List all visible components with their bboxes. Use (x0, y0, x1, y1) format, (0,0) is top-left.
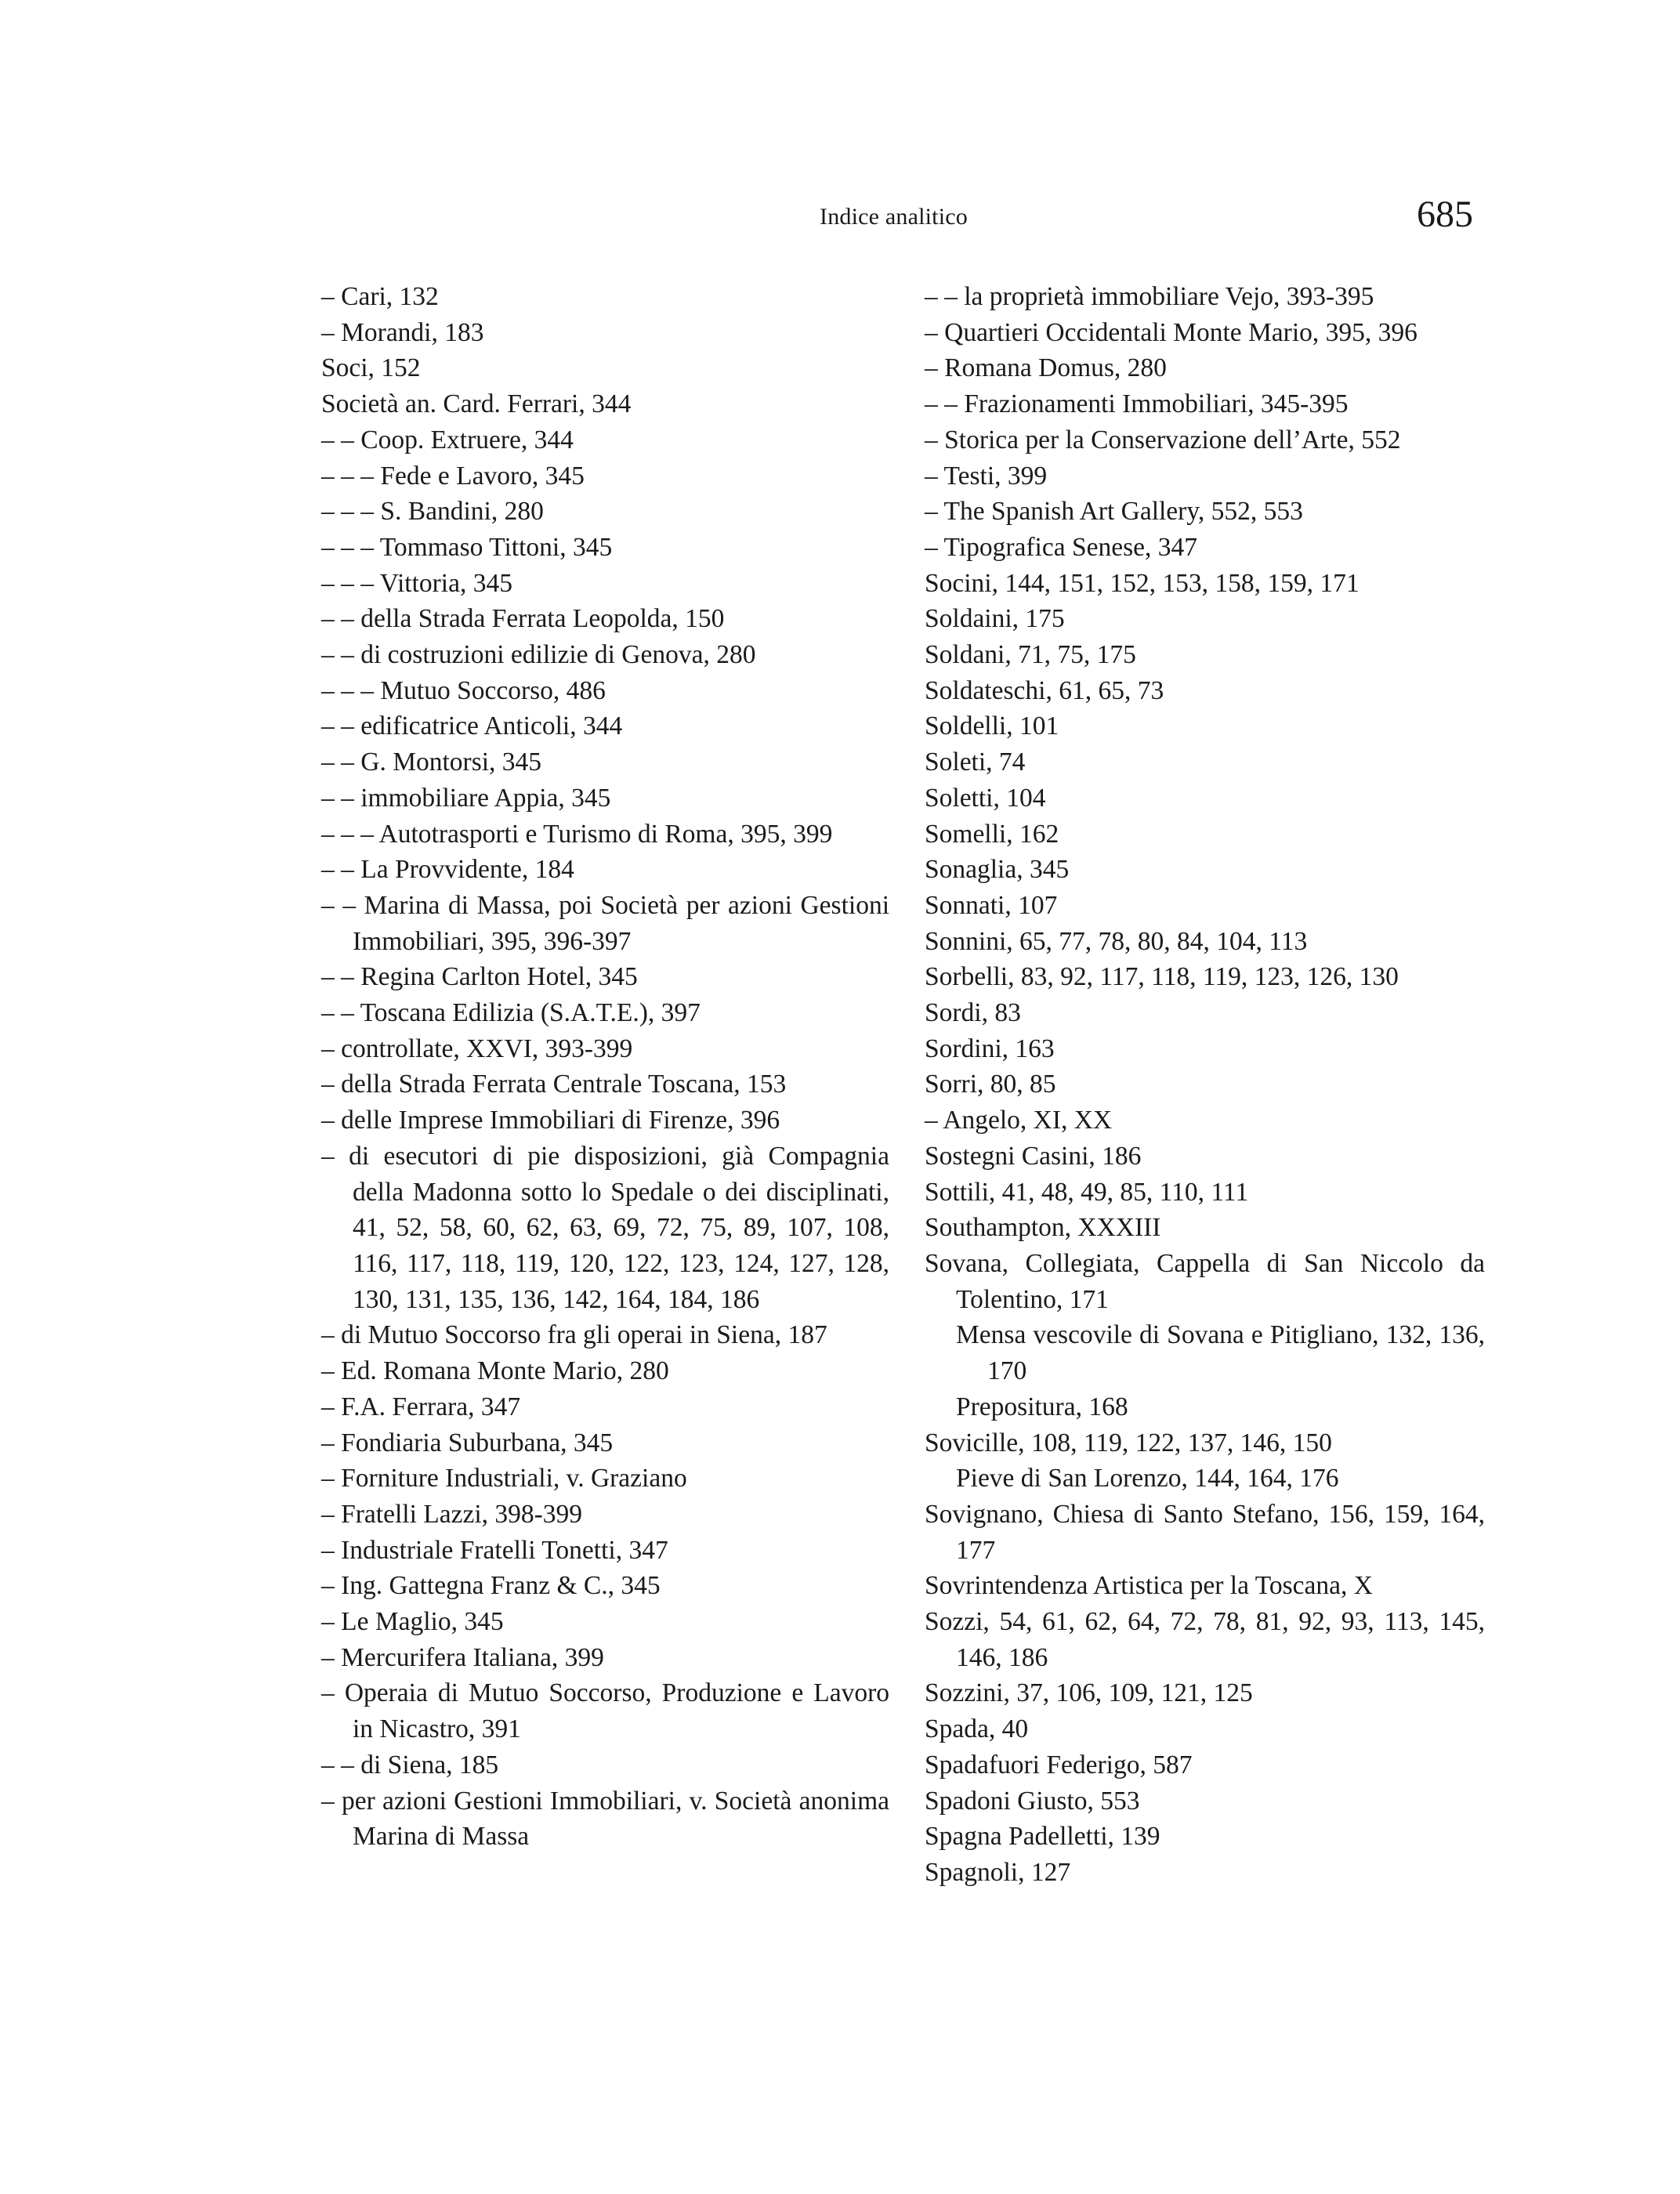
index-entry: – – Marina di Massa, poi Società per azioni Gestioni Immobiliari, 395, 396-397 (321, 890, 889, 956)
index-entry: – – la proprietà immobiliare Vejo, 393-395 (925, 282, 1374, 311)
index-entry: – della Strada Ferrata Centrale Toscana, 153 (321, 1070, 787, 1099)
index-entry: – Storica per la Conservazione dell’Arte, 552 (925, 425, 1401, 454)
index-column-right (925, 279, 1485, 1891)
index-entry: Soldaini, 175 (925, 604, 1065, 634)
index-entry: – The Spanish Art Gallery, 552, 553 (925, 497, 1303, 527)
index-entry: Sovicille, 108, 119, 122, 137, 146, 150 (925, 1428, 1332, 1457)
index-entry: – – – Autotrasporti e Turismo di Roma, 395, 399 (321, 819, 833, 849)
index-entry: – F.A. Ferrara, 347 (321, 1392, 521, 1421)
index-entry: – – – S. Bandini, 280 (321, 497, 544, 527)
index-entry: Southampton, XXXIII (925, 1213, 1161, 1243)
index-entry: Spadafuori Federigo, 587 (925, 1750, 1193, 1779)
index-entry: – Romana Domus, 280 (925, 353, 1167, 383)
index-entry: – Quartieri Occidentali Monte Mario, 395, 396 (925, 317, 1418, 347)
index-column-left (321, 279, 889, 1855)
index-entry: – Testi, 399 (925, 461, 1048, 491)
index-entry: Sozzini, 37, 106, 109, 121, 125 (925, 1678, 1253, 1708)
index-entry: – Le Maglio, 345 (321, 1607, 504, 1637)
index-entry: – Cari, 132 (321, 282, 439, 311)
index-entry: Prepositura, 168 (956, 1392, 1128, 1421)
running-title: Indice analitico (820, 204, 968, 230)
index-entry: – – della Strada Ferrata Leopolda, 150 (321, 604, 725, 634)
index-entry: Sozzi, 54, 61, 62, 64, 72, 78, 81, 92, 93, 113, 145, 146, 186 (925, 1607, 1485, 1672)
index-entry: Mensa vescovile di Sovana e Pitigliano, 132, 136, 170 (956, 1320, 1485, 1386)
index-entry: – Fondiaria Suburbana, 345 (321, 1428, 614, 1457)
index-entry: – Mercurifera Italiana, 399 (321, 1642, 604, 1672)
index-entry: Sordini, 163 (925, 1034, 1055, 1063)
index-entry: – – La Provvidente, 184 (321, 855, 574, 885)
index-entry: – di esecutori di pie disposizioni, già Compagnia della Madonna sotto lo Spedale o dei disciplinati, 41, 52, 58, 60, 62, 63, 69, 72, 75, 89, 107, 108, 116, 117, 118, 119, 120, 122, 123, 124, 127, 128, 130, 131, 135, 136, 142, 164, 184, 186 (321, 1141, 889, 1314)
index-entry: – – – Mutuo Soccorso, 486 (321, 675, 606, 705)
index-entry: – – G. Montorsi, 345 (321, 748, 542, 777)
index-entry: Spagna Padelletti, 139 (925, 1822, 1160, 1852)
index-entry: – – – Fede e Lavoro, 345 (321, 461, 585, 491)
index-entry: – delle Imprese Immobiliari di Firenze, 396 (321, 1106, 780, 1135)
index-entry: Sovignano, Chiesa di Santo Stefano, 156, 159, 164, 177 (925, 1499, 1485, 1565)
page-number: 685 (1417, 194, 1473, 235)
index-entry: – – edificatrice Anticoli, 344 (321, 711, 623, 741)
index-entry: Sovrintendenza Artistica per la Toscana, X (925, 1571, 1373, 1601)
index-entry: Soleti, 74 (925, 748, 1026, 777)
index-entry: Sonaglia, 345 (925, 855, 1070, 885)
index-entry: Somelli, 162 (925, 819, 1059, 849)
index-entry: – Angelo, XI, XX (925, 1106, 1113, 1135)
index-entry: – – Regina Carlton Hotel, 345 (321, 962, 638, 992)
index-entry: Sorbelli, 83, 92, 117, 118, 119, 123, 126, 130 (925, 962, 1399, 992)
index-entry: Soldateschi, 61, 65, 73 (925, 675, 1164, 705)
index-entry: Sorri, 80, 85 (925, 1070, 1056, 1099)
index-entry: Sordi, 83 (925, 998, 1021, 1028)
index-entry: Socini, 144, 151, 152, 153, 158, 159, 171 (925, 568, 1360, 598)
index-entry: Soldelli, 101 (925, 711, 1059, 741)
index-entry: Sottili, 41, 48, 49, 85, 110, 111 (925, 1177, 1249, 1207)
index-entry: Sonnini, 65, 77, 78, 80, 84, 104, 113 (925, 926, 1308, 956)
index-entry: – Forniture Industriali, v. Graziano (321, 1464, 687, 1493)
index-entry: Società an. Card. Ferrari, 344 (321, 389, 632, 419)
index-entry: – – Toscana Edilizia (S.A.T.E.), 397 (321, 998, 701, 1028)
index-entry: Soci, 152 (321, 353, 421, 383)
index-entry: – Tipografica Senese, 347 (925, 532, 1197, 562)
index-entry: – – immobiliare Appia, 345 (321, 783, 611, 813)
index-entry: Spadoni Giusto, 553 (925, 1786, 1140, 1816)
index-entry: – di Mutuo Soccorso fra gli operai in Siena, 187 (321, 1320, 827, 1350)
index-entry: – – Frazionamenti Immobiliari, 345-395 (925, 389, 1349, 419)
index-entry: – – di Siena, 185 (321, 1750, 499, 1779)
index-entry: Sovana, Collegiata, Cappella di San Niccolo da Tolentino, 171 (925, 1248, 1485, 1314)
index-entry: Sostegni Casini, 186 (925, 1141, 1142, 1171)
index-entry: – Ing. Gattegna Franz & C., 345 (321, 1571, 661, 1601)
index-entry: – Ed. Romana Monte Mario, 280 (321, 1356, 669, 1386)
index-entry: – per azioni Gestioni Immobiliari, v. Società anonima Marina di Massa (321, 1786, 889, 1852)
index-entry: Soldani, 71, 75, 175 (925, 640, 1136, 670)
index-entry: – – di costruzioni edilizie di Genova, 280 (321, 640, 756, 670)
index-entry: Soletti, 104 (925, 783, 1046, 813)
index-entry: – Fratelli Lazzi, 398-399 (321, 1499, 583, 1529)
index-entry: – Morandi, 183 (321, 317, 484, 347)
index-entry: – – – Vittoria, 345 (321, 568, 512, 598)
index-entry: – Industriale Fratelli Tonetti, 347 (321, 1535, 668, 1565)
index-entry: – – Coop. Extruere, 344 (321, 425, 574, 454)
index-entry: Pieve di San Lorenzo, 144, 164, 176 (956, 1464, 1339, 1493)
index-entry: Spagnoli, 127 (925, 1857, 1071, 1887)
index-entry: – – – Tommaso Tittoni, 345 (321, 532, 613, 562)
index-entry: Spada, 40 (925, 1714, 1029, 1744)
index-entry: – Operaia di Mutuo Soccorso, Produzione e Lavoro in Nicastro, 391 (321, 1678, 889, 1744)
index-entry: Sonnati, 107 (925, 890, 1058, 920)
index-entry: – controllate, XXVI, 393-399 (321, 1034, 633, 1063)
